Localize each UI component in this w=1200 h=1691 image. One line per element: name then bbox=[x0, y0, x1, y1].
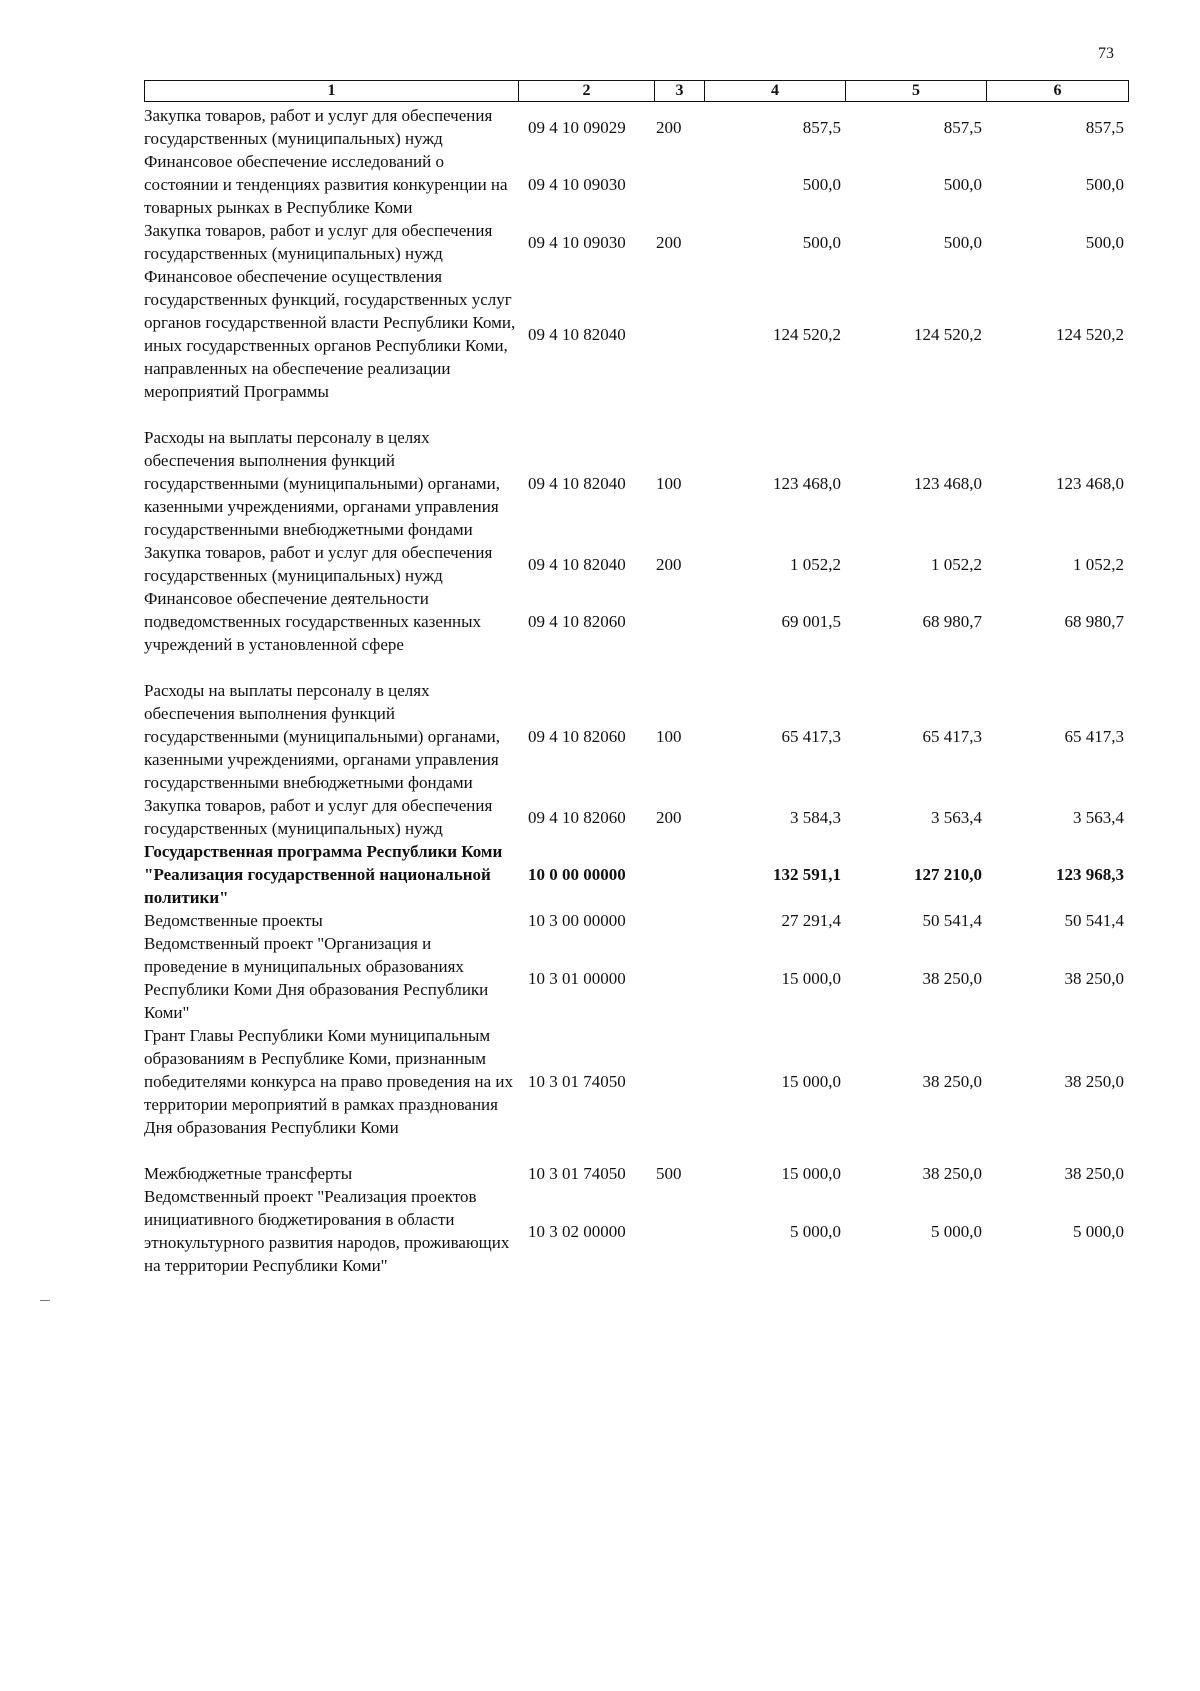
table-row bbox=[144, 1162, 1128, 1185]
row-value-5: 65 417,3 bbox=[922, 727, 982, 746]
row-value-5: 127 210,0 bbox=[914, 865, 982, 884]
table-row bbox=[144, 909, 1128, 932]
row-code: 09 4 10 82040 bbox=[528, 324, 626, 344]
row-value-4: 15 000,0 bbox=[781, 1072, 841, 1091]
table-row bbox=[144, 265, 1128, 403]
row-name: Государственная программа Республики Коми "Реализация государственной национальной политики" bbox=[144, 842, 503, 907]
table-row bbox=[144, 219, 1128, 265]
row-value-6: 38 250,0 bbox=[1064, 1072, 1124, 1091]
table-row bbox=[144, 426, 1128, 541]
row-code: 09 4 10 82060 bbox=[528, 612, 626, 631]
row-value-6: 123 968,3 bbox=[1056, 865, 1124, 884]
row-value-5: 124 520,2 bbox=[914, 324, 982, 344]
table-row bbox=[144, 541, 1128, 587]
row-code: 10 3 00 00000 bbox=[528, 911, 626, 930]
row-value-4: 500,0 bbox=[802, 232, 841, 252]
row-value-4: 3 584,3 bbox=[790, 807, 841, 827]
row-name: Финансовое обеспечение исследований о состоянии и тенденциях развития конкуренции на товарных рынках в Республике Коми bbox=[144, 152, 508, 217]
row-value-6: 124 520,2 bbox=[1056, 324, 1124, 344]
row-value-5: 38 250,0 bbox=[922, 1072, 982, 1091]
row-value-6: 65 417,3 bbox=[1064, 727, 1124, 746]
row-value-6: 500,0 bbox=[1085, 175, 1124, 194]
table-row bbox=[144, 587, 1128, 656]
row-value-6: 68 980,7 bbox=[1064, 612, 1124, 631]
row-code: 10 3 01 74050 bbox=[528, 1164, 626, 1183]
row-type: 100 bbox=[656, 727, 682, 746]
row-value-5: 1 052,2 bbox=[931, 554, 982, 574]
row-name: Закупка товаров, работ и услуг для обеспечения государственных (муниципальных) нужд bbox=[144, 221, 493, 263]
row-code: 09 4 10 82060 bbox=[528, 727, 626, 746]
row-code: 10 0 00 00000 bbox=[528, 865, 626, 884]
row-value-6: 5 000,0 bbox=[1073, 1221, 1124, 1241]
table-row bbox=[144, 1024, 1128, 1139]
row-value-6: 3 563,4 bbox=[1073, 807, 1124, 827]
row-value-4: 857,5 bbox=[802, 117, 841, 137]
row-name: Закупка товаров, работ и услуг для обеспечения государственных (муниципальных) нужд bbox=[144, 106, 493, 148]
budget-table-body bbox=[144, 104, 1128, 1277]
row-value-6: 1 052,2 bbox=[1073, 554, 1124, 574]
row-value-6: 38 250,0 bbox=[1064, 968, 1124, 988]
row-code: 10 3 02 00000 bbox=[528, 1221, 626, 1241]
row-value-4: 15 000,0 bbox=[781, 968, 841, 988]
row-name: Финансовое обеспечение деятельности подведомственных государственных казенных учреждений в установленной сфере bbox=[144, 589, 482, 654]
row-code: 09 4 10 82040 bbox=[528, 554, 626, 574]
table-row bbox=[144, 679, 1128, 794]
row-value-5: 38 250,0 bbox=[922, 1164, 982, 1183]
row-value-5: 500,0 bbox=[943, 232, 982, 252]
row-name: Расходы на выплаты персоналу в целях обеспечения выполнения функций государственными (муниципальными) органами, казенными учреждениями, органами управления государственными внебюджетными фондами bbox=[144, 428, 500, 539]
row-value-6: 50 541,4 bbox=[1064, 911, 1124, 930]
row-name: Закупка товаров, работ и услуг для обеспечения государственных (муниципальных) нужд bbox=[144, 543, 493, 585]
row-value-5: 5 000,0 bbox=[931, 1221, 982, 1241]
row-value-4: 65 417,3 bbox=[781, 727, 841, 746]
column-header-6: 6 bbox=[987, 81, 1129, 102]
row-name: Грант Главы Республики Коми муниципальным образованиям в Республике Коми, признанным победителями конкурса на право проведения на их территории мероприятий в рамках празднования Дня образования Республики Коми bbox=[144, 1026, 514, 1137]
table-row bbox=[144, 1185, 1128, 1277]
row-code: 09 4 10 82060 bbox=[528, 807, 626, 827]
row-value-6: 38 250,0 bbox=[1064, 1164, 1124, 1183]
table-row bbox=[144, 932, 1128, 1024]
row-name: Расходы на выплаты персоналу в целях обеспечения выполнения функций государственными (муниципальными) органами, казенными учреждениями, органами управления государственными внебюджетными фондами bbox=[144, 681, 500, 792]
row-type: 200 bbox=[656, 232, 682, 252]
column-header-row bbox=[145, 81, 1129, 102]
table-row bbox=[144, 104, 1128, 150]
row-value-4: 5 000,0 bbox=[790, 1221, 841, 1241]
row-code: 10 3 01 74050 bbox=[528, 1072, 626, 1091]
row-code: 09 4 10 09030 bbox=[528, 232, 626, 252]
row-value-5: 857,5 bbox=[943, 117, 982, 137]
table-row bbox=[144, 150, 1128, 219]
column-header-2: 2 bbox=[519, 81, 655, 102]
row-value-4: 15 000,0 bbox=[781, 1164, 841, 1183]
row-value-4: 123 468,0 bbox=[773, 474, 841, 493]
row-type: 200 bbox=[656, 554, 682, 574]
row-name: Ведомственный проект "Организация и проведение в муниципальных образованиях Республики Коми Дня образования Республики Коми" bbox=[144, 934, 489, 1022]
row-spacer bbox=[144, 656, 1128, 679]
column-header-table bbox=[144, 80, 1129, 102]
row-value-6: 857,5 bbox=[1085, 117, 1124, 137]
row-code: 09 4 10 82040 bbox=[528, 474, 626, 493]
row-spacer bbox=[144, 403, 1128, 426]
row-name: Ведомственные проекты bbox=[144, 911, 323, 930]
row-value-4: 27 291,4 bbox=[781, 911, 841, 930]
column-header-3: 3 bbox=[655, 81, 705, 102]
column-header-5: 5 bbox=[846, 81, 987, 102]
column-header-4: 4 bbox=[705, 81, 846, 102]
table-row bbox=[144, 794, 1128, 840]
row-spacer bbox=[144, 1139, 1128, 1162]
table-row-program-total bbox=[144, 840, 1128, 909]
row-value-4: 132 591,1 bbox=[773, 865, 841, 884]
row-value-4: 500,0 bbox=[802, 175, 841, 194]
row-code: 09 4 10 09029 bbox=[528, 117, 626, 137]
row-code: 09 4 10 09030 bbox=[528, 175, 626, 194]
row-code: 10 3 01 00000 bbox=[528, 968, 626, 988]
row-value-5: 68 980,7 bbox=[922, 612, 982, 631]
row-value-5: 123 468,0 bbox=[914, 474, 982, 493]
row-name: Ведомственный проект "Реализация проектов инициативного бюджетирования в области этнокультурного развития народов, проживающих на территории Республики Коми" bbox=[144, 1187, 510, 1275]
row-type: 200 bbox=[656, 117, 682, 137]
row-name: Финансовое обеспечение осуществления государственных функций, государственных услуг органов государственной власти Республики Коми, иных государственных органов Республики Коми, направленных на обеспечение реализации мероприятий Программы bbox=[144, 267, 516, 401]
row-value-5: 500,0 bbox=[943, 175, 982, 194]
row-value-4: 1 052,2 bbox=[790, 554, 841, 574]
margin-scan-mark bbox=[40, 1300, 50, 1301]
row-value-5: 3 563,4 bbox=[931, 807, 982, 827]
row-value-4: 124 520,2 bbox=[773, 324, 841, 344]
row-value-6: 123 468,0 bbox=[1056, 474, 1124, 493]
row-value-5: 50 541,4 bbox=[922, 911, 982, 930]
row-value-4: 69 001,5 bbox=[781, 612, 841, 631]
row-type: 200 bbox=[656, 807, 682, 827]
column-header-1: 1 bbox=[145, 81, 519, 102]
row-type: 500 bbox=[656, 1164, 682, 1183]
row-value-5: 38 250,0 bbox=[922, 968, 982, 988]
row-type: 100 bbox=[656, 474, 682, 493]
page-number: 73 bbox=[1098, 45, 1114, 62]
row-name: Закупка товаров, работ и услуг для обеспечения государственных (муниципальных) нужд bbox=[144, 796, 493, 838]
row-name: Межбюджетные трансферты bbox=[144, 1164, 353, 1183]
row-value-6: 500,0 bbox=[1085, 232, 1124, 252]
